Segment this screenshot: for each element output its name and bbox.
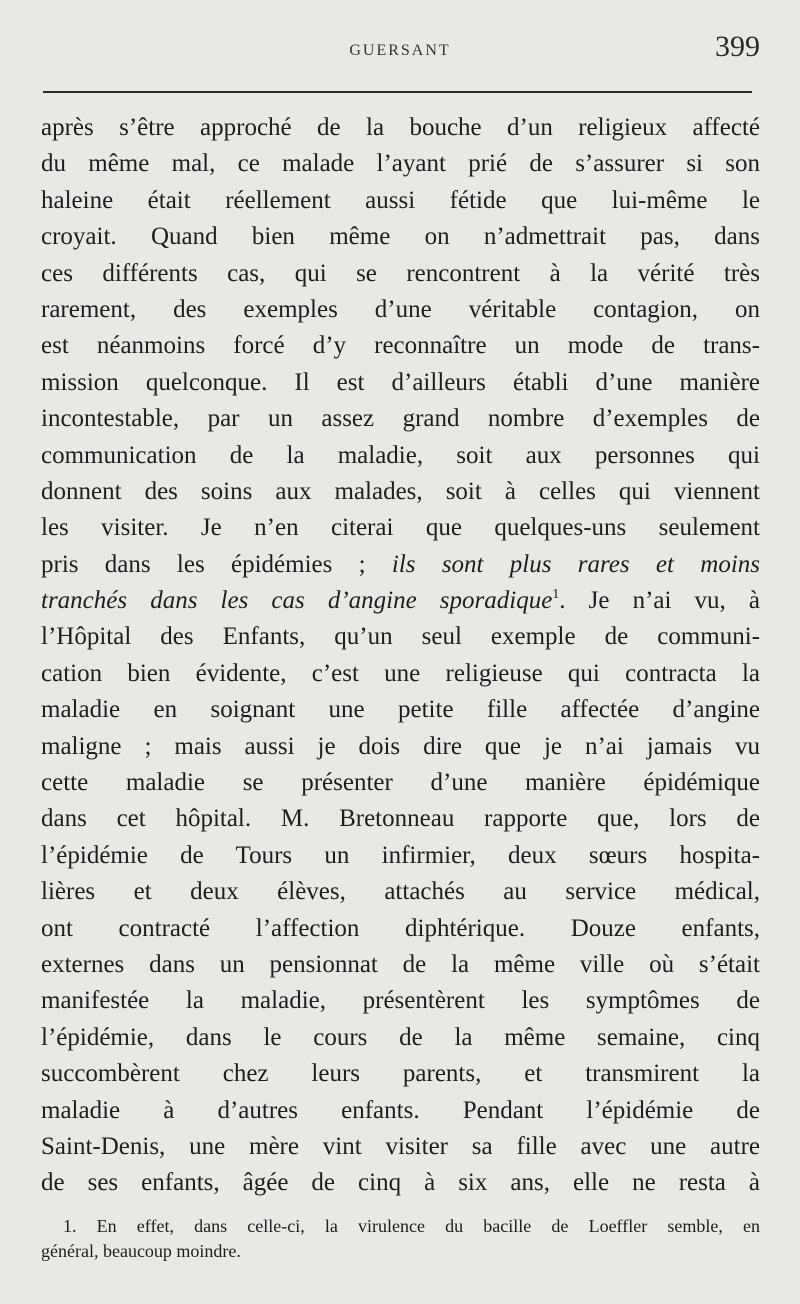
text-line-7: est néanmoins forcé d’y reconnaître un mode de trans- — [41, 332, 760, 360]
text-line-22: lières et deux élèves, attachés au service médical, — [41, 878, 760, 906]
text-line-1: après s’être approché de la bouche d’un religieux affecté — [41, 114, 760, 141]
text-line-24: externes dans un pensionnat de la même ville où s’était — [41, 950, 760, 978]
text-line-8: mission quelconque. Il est d’ailleurs établi d’une manière — [41, 368, 760, 396]
text-line-14-italic: tranchés dans les cas d’angine sporadique — [41, 587, 553, 615]
footnote-marker: 1 — [552, 587, 560, 603]
text-line-5: ces différents cas, qui se rencontrent à la vérité très — [41, 259, 760, 287]
text-line-2: du même mal, ce malade l’ayant prié de s’assurer si son — [41, 150, 760, 178]
body-text — [41, 110, 760, 1202]
text-line-19: cette maladie se présenter d’une manière épidémique — [41, 769, 760, 797]
header-rule — [43, 91, 752, 93]
text-line-11: donnent des soins aux malades, soit à celles qui viennent — [41, 477, 760, 505]
text-line-30: de ses enfants, âgée de cinq à six ans, elle ne resta à — [41, 1169, 760, 1197]
text-line-21: l’épidémie de Tours un infirmier, deux sœurs hospita- — [41, 841, 760, 869]
text-line-14-roman: . Je n’ai vu, à — [559, 587, 760, 615]
text-line-25: manifestée la maladie, présentèrent les symptômes de — [41, 987, 760, 1015]
text-line-6: rarement, des exemples d’une véritable contagion, on — [41, 295, 760, 323]
text-line-29: Saint-Denis, une mère vint visiter sa fille avec une autre — [41, 1132, 760, 1160]
page-number: 399 — [715, 30, 760, 63]
text-line-12: les visiter. Je n’en citerai que quelques-uns seulement — [41, 514, 760, 542]
running-head: GUERSANT — [349, 42, 451, 59]
footnotes — [41, 1214, 760, 1264]
text-line-9: incontestable, par un assez grand nombre d’exemples de — [41, 405, 760, 433]
text-line-27: succombèrent chez leurs parents, et transmirent la — [41, 1060, 760, 1088]
text-line-17: maladie en soignant une petite fille affectée d’angine — [41, 696, 760, 724]
text-line-18: maligne ; mais aussi je dois dire que je n’ai jamais vu — [41, 732, 760, 760]
text-line-13-roman: pris dans les épidémies ; — [41, 550, 366, 578]
text-line-23: ont contracté l’affection diphtérique. Douze enfants, — [41, 914, 760, 942]
text-line-26: l’épidémie, dans le cours de la même semaine, cinq — [41, 1023, 760, 1051]
footnote-line-2: général, beaucoup moindre. — [41, 1241, 241, 1261]
text-line-13 — [41, 547, 760, 583]
text-line-10: communication de la maladie, soit aux personnes qui — [41, 441, 760, 469]
text-line-28: maladie à d’autres enfants. Pendant l’épidémie de — [41, 1096, 760, 1124]
text-line-20: dans cet hôpital. M. Bretonneau rapporte que, lors de — [41, 805, 760, 833]
text-line-14 — [41, 583, 760, 619]
text-line-4: croyait. Quand bien même on n’admettrait pas, dans — [41, 223, 760, 251]
text-line-16: cation bien évidente, c’est une religieuse qui contracta la — [41, 659, 760, 687]
text-line-3: haleine était réellement aussi fétide que lui-même le — [41, 186, 760, 214]
text-line-13-italic: ils sont plus rares et moins — [391, 550, 760, 578]
footnote-line-1: 1. En effet, dans celle-ci, la virulence du bacille de Loeffler semble, en — [63, 1216, 760, 1236]
page-header — [40, 28, 760, 78]
text-line-15: l’Hôpital des Enfants, qu’un seul exemple de communi- — [41, 623, 760, 651]
